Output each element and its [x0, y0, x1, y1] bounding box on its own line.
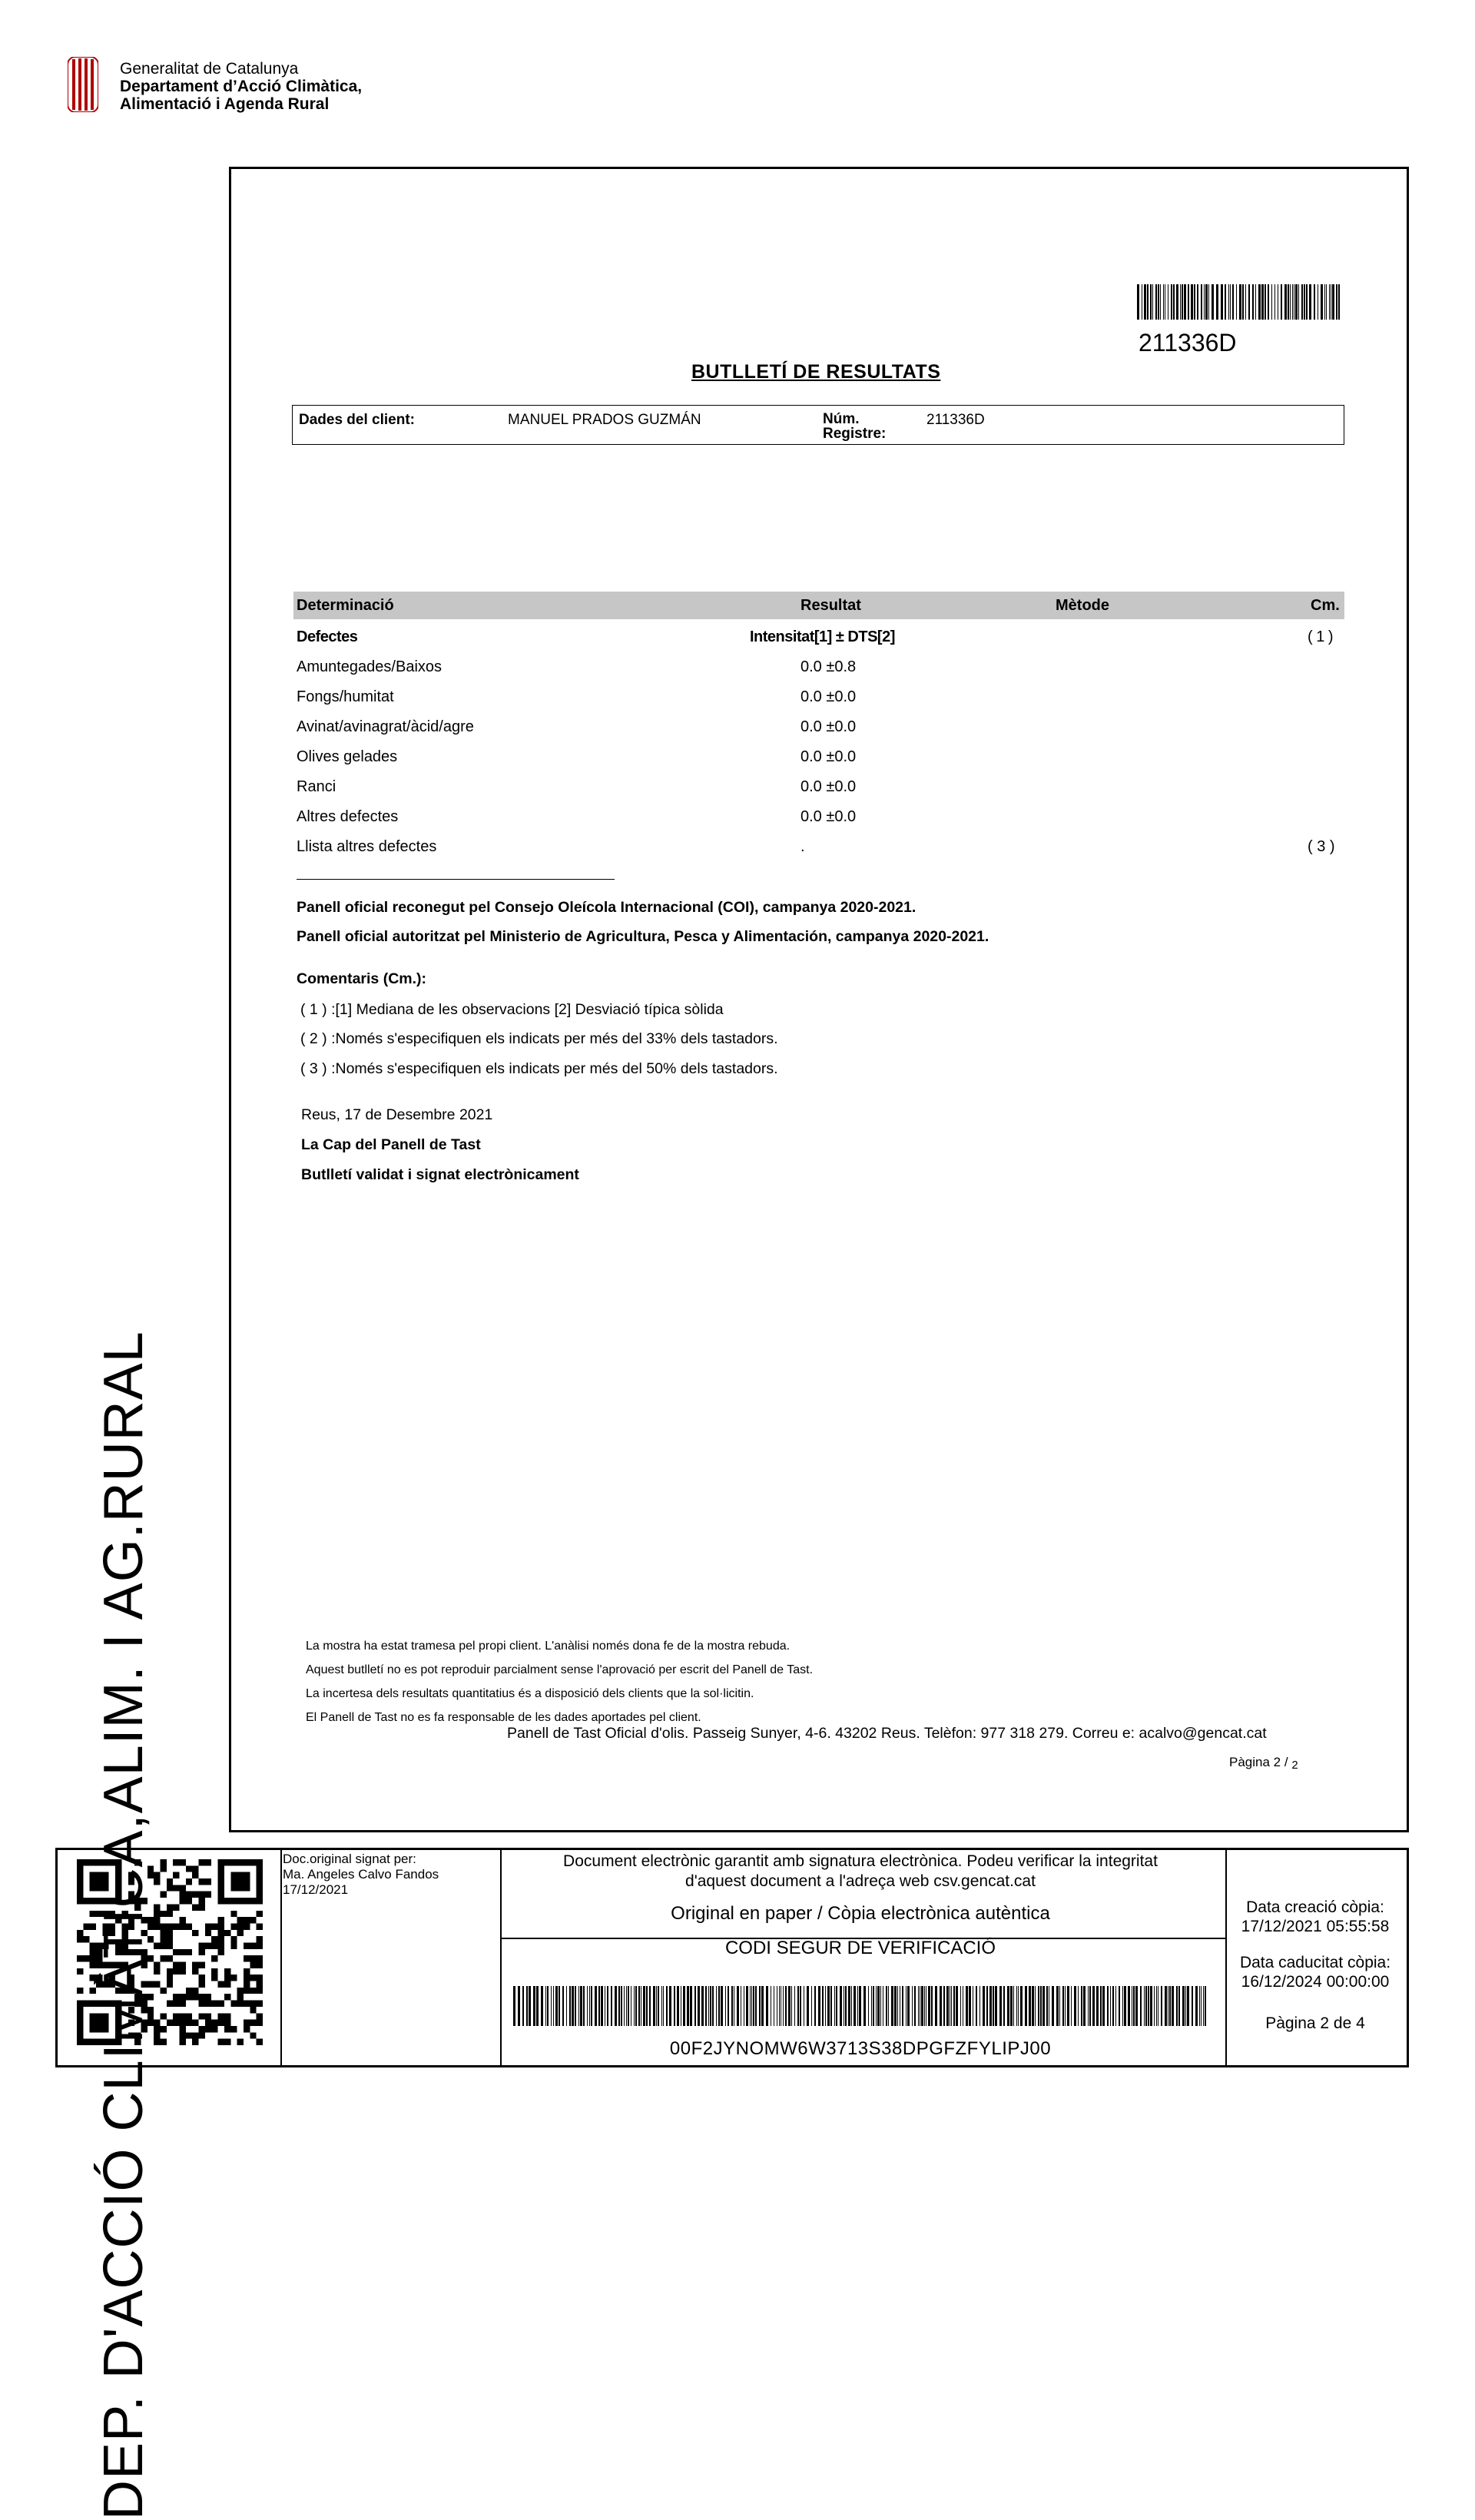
footer-note: La mostra ha estat tramesa pel propi client. L'anàlisi només dona fe de la mostra rebuda. [306, 1640, 791, 1653]
page-number [1229, 1755, 1298, 1770]
client-name: MANUEL PRADOS GUZMÁN [508, 412, 701, 428]
header-resultat: Resultat [800, 597, 861, 614]
footer-note: El Panell de Tast no es fa responsable de les dades aportades pel client. [306, 1711, 701, 1724]
expiry-value: 16/12/2024 00:00:00 [1241, 1973, 1390, 1991]
table-row [297, 748, 1341, 771]
page-current: 2 / [1273, 1755, 1288, 1769]
row-label: Ranci [297, 778, 336, 795]
header-metode: Mètode [1056, 597, 1109, 614]
qr-code-icon [77, 1859, 263, 2045]
signer-label: Doc.original signat per: [283, 1852, 416, 1866]
table-row [297, 688, 1341, 711]
header-determinacio: Determinació [297, 597, 394, 614]
client-label: Dades del client: [299, 412, 415, 428]
org-line-2: Departament d’Acció Climàtica, [120, 78, 363, 95]
comment-item: ( 3 ) :Només s'especifiquen els indicats per més del 50% dels tastadors. [300, 1060, 778, 1077]
row-result: 0.0 ±0.0 [800, 778, 857, 795]
page-label: Pàgina [1229, 1755, 1270, 1769]
verification-page-info: Pàgina 2 de 4 [1265, 2014, 1365, 2032]
footer-note: La incertesa dels resultats quantitatius és a disposició dels clients que la sol·licitin. [306, 1687, 754, 1700]
section-cm: ( 1 ) [1308, 628, 1334, 645]
row-label: Fongs/humitat [297, 688, 394, 705]
original-signer [283, 1852, 439, 1898]
results-table-header [293, 592, 1344, 619]
place-date: Reus, 17 de Desembre 2021 [301, 1106, 493, 1123]
creation-date-block [1225, 1898, 1406, 1936]
footer-note: Aquest butlletí no es pot reproduir parcialment sense l'aprovació per escrit del Panell de Tast. [306, 1663, 814, 1676]
signer-role: La Cap del Panell de Tast [301, 1136, 481, 1153]
table-section-row [297, 628, 1341, 652]
register-number-top: 211336D [1139, 329, 1237, 356]
org-line-1: Generalitat de Catalunya [120, 60, 299, 78]
row-result: 0.0 ±0.0 [800, 748, 857, 765]
section-label: Defectes [297, 628, 358, 645]
separator-line [297, 879, 615, 880]
row-result: 0.0 ±0.0 [800, 718, 857, 735]
creation-value: 17/12/2021 05:55:58 [1241, 1918, 1390, 1935]
validation-note: Butlletí validat i signat electrònicament [301, 1166, 579, 1183]
page-total: 2 [1291, 1759, 1298, 1772]
section-result: Intensitat[1] ± DTS[2] [750, 628, 895, 645]
expiry-label: Data caducitat còpia: [1239, 1954, 1391, 1971]
row-result: . [800, 838, 805, 855]
secure-code-value: 00F2JYNOMW6W3713S38DPGFZFYLIPJ00 [669, 2038, 1052, 2059]
original-copy-label: Original en paper / Còpia electrònica autèntica [671, 1903, 1050, 1924]
register-number-value: 211336D [926, 412, 985, 428]
table-row [297, 838, 1341, 861]
footer-contact: Panell de Tast Oficial d'olis. Passeig Sunyer, 4-6. 43202 Reus. Telèfon: 977 318 279. Correu e: acalvo@gencat.cat [507, 1725, 1267, 1742]
org-line-3: Alimentació i Agenda Rural [120, 95, 330, 113]
strip-divider [280, 1850, 282, 2065]
row-label: Olives gelades [297, 748, 398, 765]
signer-name: Ma. Angeles Calvo Fandos [283, 1867, 439, 1882]
table-row [297, 658, 1341, 681]
panel-coi-line: Panell oficial reconegut pel Consejo Oleícola Internacional (COI), campanya 2020-2021. [297, 899, 916, 916]
header-cm: Cm. [1311, 597, 1340, 614]
row-result: 0.0 ±0.8 [800, 658, 857, 675]
signer-date: 17/12/2021 [283, 1882, 349, 1897]
csv-notice-line-1: Document electrònic garantit amb signatura electrònica. Podeu verificar la integritat [563, 1852, 1158, 1870]
creation-label: Data creació còpia: [1246, 1898, 1384, 1916]
row-result: 0.0 ±0.0 [800, 808, 857, 825]
row-label: Avinat/avinagrat/àcid/agre [297, 718, 474, 735]
register-label-line-1: Núm. [823, 411, 860, 427]
organization-name [120, 60, 362, 113]
row-cm: ( 3 ) [1308, 838, 1335, 855]
table-row [297, 808, 1341, 831]
barcode-icon [1137, 284, 1343, 320]
secure-code-label: CODI SEGUR DE VERIFICACIÓ [724, 1938, 996, 1958]
row-label: Amuntegades/Baixos [297, 658, 442, 675]
senyera-logo-icon [68, 57, 98, 112]
page-title: BUTLLETÍ DE RESULTATS [691, 361, 941, 383]
row-result: 0.0 ±0.0 [800, 688, 857, 705]
panel-ministerio-line: Panell oficial autoritzat pel Ministerio de Agricultura, Pesca y Alimentación, campanya 2020-2021. [297, 928, 989, 945]
csv-notice-line-2: d'aquest document a l'adreça web csv.gencat.cat [685, 1872, 1036, 1890]
row-label: Altres defectes [297, 808, 399, 825]
vertical-department-text: DEP. D'ACCIÓ CLIMÀTICA,ALIM. I AG.RURAL [93, 1331, 154, 2520]
comment-item: ( 1 ) :[1] Mediana de les observacions [2] Desviació típica sòlida [300, 1001, 724, 1018]
table-row [297, 778, 1341, 801]
table-row [297, 718, 1341, 741]
row-label: Llista altres defectes [297, 838, 437, 855]
barcode-icon [513, 1986, 1209, 2026]
comment-item: ( 2 ) :Només s'especifiquen els indicats per més del 33% dels tastadors. [300, 1030, 778, 1047]
client-data-box [292, 405, 1344, 445]
csv-notice [499, 1852, 1221, 1892]
comments-title: Comentaris (Cm.): [297, 970, 427, 987]
register-label-line-2: Registre: [823, 426, 887, 442]
expiry-date-block [1225, 1953, 1406, 1991]
register-number-label [823, 412, 886, 441]
